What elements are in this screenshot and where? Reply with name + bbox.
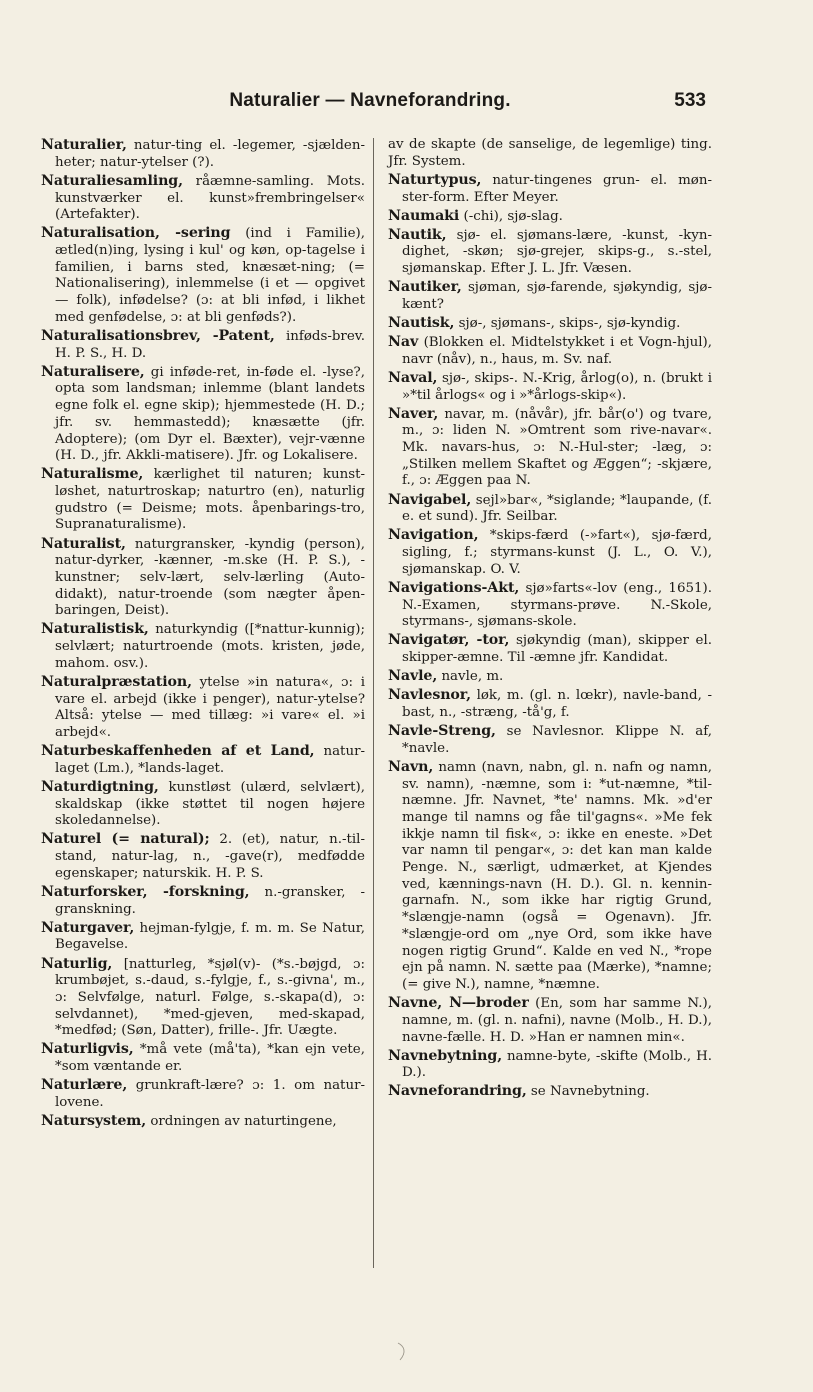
dictionary-entry	[41, 674, 365, 742]
entry-definition: *må vete (må'ta), *kan ejn vete, *som væntande er.	[55, 1042, 365, 1075]
entry-definition: n.-gransker, -granskning.	[55, 884, 365, 917]
entry-headword: Navle,	[388, 668, 438, 685]
dictionary-entry	[388, 279, 712, 313]
entry-definition: [natturleg, *sjøl(v)- (*s.-bøjgd, ɔ: krumbøjet, s.-daud, s.-fylgje, f., s.-givna', m., ɔ: Selvfølge, naturl. Følge, s.-skapa(d), ɔ: selvdannet), *med-gjeven, med-skapad, *medfød; (Søn, Datter), frille-. Jfr. Uægte.	[55, 956, 365, 1039]
entry-headword: Naturalier,	[41, 137, 127, 153]
dictionary-entry	[41, 831, 365, 882]
entry-definition: grunkraft-lære? ɔ: 1. om natur-lovene.	[55, 1078, 365, 1110]
entry-definition: hejman-fylgje, f. m. m. Se Natur, Begavelse.	[55, 920, 365, 953]
dictionary-entry	[41, 466, 365, 534]
entry-definition: sejl»bar«, *siglande; *laupande, (f. e. et sund). Jfr. Seilbar.	[402, 492, 712, 525]
entry-headword: Naturalisationsbrev, -Patent,	[41, 327, 275, 344]
dictionary-entry	[388, 370, 712, 404]
entry-definition: 2. (et), natur, n.-til-stand, natur-lag, n., -gave(r), medfødde egenskaper; naturskik. H. P. S.	[55, 832, 365, 881]
dictionary-entry	[41, 1077, 365, 1111]
entry-headword: Navigatør, -tor,	[388, 632, 510, 649]
dictionary-entry	[41, 621, 365, 672]
entry-headword: Nautisk,	[388, 314, 455, 331]
entry-definition: namne-byte, -skifte (Molb., H. D.).	[402, 1048, 713, 1081]
entry-definition: sjøman, sjø-farende, sjøkyndig, sjø-kænt?	[402, 280, 712, 312]
entry-definition: sjø-, sjømans-, skips-, sjø-kyndig.	[458, 315, 681, 331]
entry-definition: kærlighet til naturen; kunst-løshet, naturtroskap; naturtro (en), naturlig gudstro (= Deisme; mots. åpenbarings-tro, Supranaturalisme).	[55, 467, 365, 533]
entry-definition: se Navnebytning.	[530, 1084, 650, 1100]
entry-headword: Navne, N—broder	[388, 995, 529, 1012]
dictionary-entry	[41, 536, 365, 621]
entry-definition: namn (navn, nabn, gl. n. nafn og namn, sv. namn), -næmne, som i: *ut-næmne, *til-næmne. Jfr. Navnet, *te' namns. Mk. »d'er mange til namns og fåe til'gagns«. »Me fek ikkje namn til fisk«, ɔ: ikke en eneste. »Det var namn til pengar«, ɔ: det kan man kalde Penge. N., særligt, udmærket, at Kjendes ved, kænnings-navn (H. D.). Gl. n. kennin-garnafn. N., som ikke har rigtig Grund, *slængje-namn (også = Ogenavn). Jfr. *slængje-ord om „nye Ord, som ikke have nogen rigtig Grund“. Kalde en ved N., *rope ejn på namn. N. sætte paa (Mærke), *namne; (= give N.), namne, *næmne.	[402, 759, 712, 992]
entry-headword: Naturalist,	[41, 535, 126, 552]
entry-definition: natur-ting el. -legemer, -sjælden-heter; natur-ytelser (?).	[55, 138, 365, 170]
entry-headword: Naturligvis,	[41, 1041, 134, 1058]
entry-definition: sjø-, skips-. N.-Krig, årlog(o), n. (brukt i »*til årlogs« og i »*årlogs-skip«).	[402, 370, 712, 403]
entry-definition: ordningen av naturtingene,	[150, 1114, 337, 1130]
entry-headword: Navigation,	[388, 527, 479, 544]
dictionary-entry	[41, 920, 365, 954]
column-divider	[373, 138, 374, 1268]
dictionary-entry	[41, 779, 365, 830]
dictionary-entry	[388, 1083, 712, 1101]
entry-headword: Navlesnor,	[388, 687, 471, 704]
entry-definition: sjøkyndig (man), skipper el. skipper-æmne. Til -æmne jfr. Kandidat.	[402, 633, 713, 666]
dictionary-entry	[388, 172, 712, 206]
running-head	[0, 90, 813, 120]
entry-definition: naturkyndig ([*nattur-kunnig); selvlært; naturtroende (mots. kristen, jøde, mahom. osv.).	[55, 622, 365, 671]
entry-headword: Naturforsker, -forskning,	[41, 883, 250, 900]
entry-definition: navar, m. (nåvår), jfr. bår(o') og tvare, m., ɔ: liden N. »Omtrent som rive-navar«. Mk. navars-hus, ɔ: N.-Hul-ster; -læg, ɔ: „Stilken mellem Skaftet og Æggen“; -skjære, f., ɔ: Æggen paa N.	[402, 406, 712, 489]
entry-headword: Naturalpræstation,	[41, 673, 192, 690]
entry-headword: Naturlig,	[41, 955, 113, 972]
entry-headword: Naturdigtning,	[41, 778, 159, 795]
dictionary-entry	[41, 1041, 365, 1075]
entry-headword: Navigations-Akt,	[388, 579, 520, 596]
dictionary-entry	[388, 334, 712, 368]
entry-headword: Naturgaver,	[41, 919, 135, 936]
entry-definition: *skips-færd (-»fart«), sjø-færd, sigling, f.; styrmans-kunst (J. L., O. V.), sjømanskap. O. V.	[402, 528, 712, 577]
dictionary-entry	[41, 956, 365, 1041]
entry-headword: Navigabel,	[388, 491, 472, 508]
dictionary-entry	[388, 406, 712, 491]
entry-definition: (En, som har samme N.), namne, m. (gl. n. nafni), navne (Molb., H. D.), navne-fælle. H. D. »Han er namnen min«.	[402, 996, 712, 1045]
dictionary-entry	[388, 492, 712, 526]
entry-headword: Naval,	[388, 369, 438, 386]
entry-definition: se Navlesnor. Klippe N. af, *navle.	[402, 724, 712, 756]
entry-headword: Naturalisere,	[41, 363, 145, 380]
entry-headword: Navle-Streng,	[388, 723, 496, 740]
entry-definition: (Blokken el. Midtelstykket i et Vogn-hjul), navr (nåv), n., haus, m. Sv. naf.	[402, 335, 712, 367]
entry-definition: navle, m.	[441, 669, 504, 685]
dictionary-entry	[388, 227, 712, 278]
entry-headword: Nav	[388, 334, 419, 351]
entry-definition: inføds-brev. H. P. S., H. D.	[55, 328, 365, 361]
entry-headword: Naturalistisk,	[41, 621, 149, 638]
entry-headword: Navnebytning,	[388, 1047, 503, 1064]
entry-headword: Naumaki	[388, 207, 460, 224]
right-column	[388, 137, 712, 1102]
page-number: 533	[674, 90, 706, 111]
entry-definition: gi inføde-ret, in-føde el. -lyse?, opta som landsman; inlemme (blant landets egne folk el. egne skip); hjemmestede (H. D.; jfr. sv. hemmastedd); knæsætte (jfr. Adoptere); (om Dyr el. Bæxter), vejr-vænne (H. D., jfr. Akkli-matisere). Jfr. og Lokalisere.	[55, 364, 365, 464]
dictionary-entry	[41, 137, 365, 171]
entry-headword: Naturalisme,	[41, 466, 144, 483]
dictionary-entry	[41, 225, 365, 326]
entry-headword: Nautiker,	[388, 279, 462, 296]
dictionary-entry	[41, 364, 365, 465]
entry-headword: Naturalisation, -sering	[41, 225, 231, 242]
entry-headword: Nautik,	[388, 226, 447, 243]
dictionary-entry	[41, 743, 365, 777]
dictionary-entry	[388, 632, 712, 666]
dictionary-entry	[388, 995, 712, 1046]
entry-definition: sjø»farts«-lov (eng., 1651). N.-Examen, styrmans-prøve. N.-Skole, styrmans-, sjømans-skole.	[402, 580, 712, 630]
dictionary-entry	[41, 884, 365, 918]
entry-headword: Naver,	[388, 405, 439, 422]
dictionary-entry	[41, 328, 365, 362]
dictionary-entry	[388, 759, 712, 994]
entry-definition: ytelse »in natura«, ɔ: i vare el. arbejd (ikke i penger), natur-ytelse? Altså: ytelse — med tillæg: »i vare« el. »i arbejd«.	[55, 674, 365, 741]
dictionary-entry	[388, 580, 712, 631]
entry-definition: (-chi), sjø-slag.	[463, 208, 563, 224]
entry-headword: Naturel (= natural);	[41, 831, 210, 848]
entry-definition: natur-tingenes grun- el. møn-ster-form. Efter Meyer.	[402, 172, 712, 205]
entry-headword: Navneforandring,	[388, 1083, 527, 1100]
page-title: Naturalier — Navneforandring.	[229, 90, 511, 111]
dictionary-entry	[388, 1048, 712, 1082]
dictionary-entry	[388, 668, 712, 686]
dictionary-entry	[388, 315, 712, 333]
dictionary-entry	[41, 173, 365, 224]
dictionary-entry	[388, 137, 712, 170]
entry-definition: løk, m. (gl. n. lœkr), navle-band, -bast, n., -stræng, -tå'g, f.	[402, 688, 712, 720]
entry-definition: kunstløst (ulærd, selvlært), skaldskap (ikke støttet til nogen højere skoledannelse).	[55, 779, 365, 829]
entry-definition: naturgransker, -kyndig (person), natur-dyrker, -kænner, -m.ske (H. P. S.), -kunstner; selv-lært, selv-lærling (Auto-didakt), natur-troende (som nægter åpen-baringen, Deist).	[55, 536, 365, 619]
entry-definition: natur-laget (Lm.), *lands-laget.	[55, 744, 365, 776]
entry-headword: Navn,	[388, 758, 434, 775]
entry-headword: Naturbeskaffenheden af et Land,	[41, 743, 315, 760]
pencil-mark	[396, 1340, 410, 1362]
entry-definition: (ind i Familie), ætled(n)ing, lysing i kul' og køn, op-tagelse i familien, i barns sted, knæsæt-ning; (= Nationalisering), inlemmelse (i et — opgivet — folk), infødelse? (ɔ: at bli infød, i likhet med genfødelse, ɔ: at bli genføds?).	[55, 226, 365, 325]
entry-headword: Natursystem,	[41, 1113, 147, 1130]
entry-headword: Naturaliesamling,	[41, 172, 183, 189]
entry-definition: av de skapte (de sanselige, de legemlige) ting. Jfr. System.	[388, 137, 712, 169]
entry-headword: Naturtypus,	[388, 171, 482, 188]
dictionary-entry	[388, 208, 712, 226]
entry-definition: sjø- el. sjømans-lære, -kunst, -kyn-dighet, -skøn; sjø-grejer, skips-g., s.-stel, sjømanskap. Efter J. L. Jfr. Væsen.	[402, 227, 712, 277]
left-column	[41, 137, 365, 1132]
entry-headword: Naturlære,	[41, 1077, 128, 1094]
dictionary-entry	[388, 687, 712, 721]
dictionary-entry	[388, 527, 712, 578]
entry-definition: råæmne-samling. Mots. kunstværker el. kunst»frembringelser« (Artefakter).	[55, 173, 365, 223]
dictionary-entry	[388, 723, 712, 757]
dictionary-entry	[41, 1113, 365, 1131]
